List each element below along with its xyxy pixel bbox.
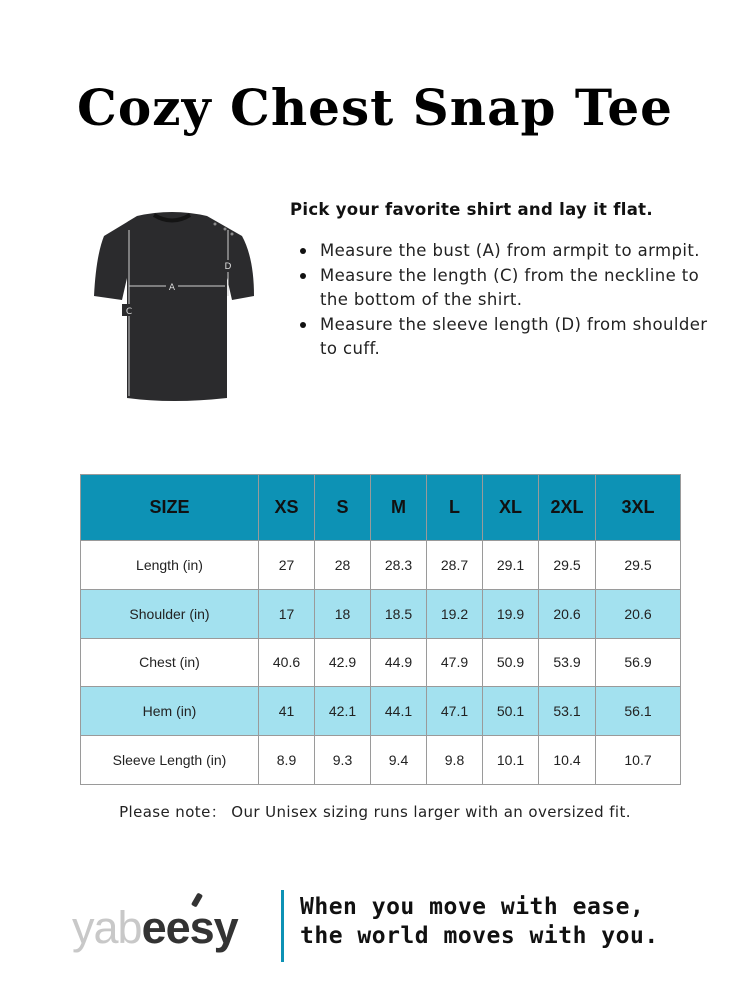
snap-icon — [214, 223, 217, 226]
logo-part-light: yab — [72, 902, 142, 953]
snap-icon — [231, 233, 234, 236]
table-cell: 27 — [259, 541, 315, 590]
brand-logo — [72, 893, 262, 959]
bullet-icon — [300, 273, 306, 279]
table-cell: 17 — [259, 589, 315, 638]
table-cell: 10.4 — [539, 736, 596, 785]
table-cell: 50.1 — [483, 687, 539, 736]
label-d: D — [224, 262, 232, 272]
table-cell: 44.1 — [371, 687, 427, 736]
table-row — [81, 687, 681, 736]
footer-divider — [281, 890, 284, 962]
brand-slogan — [300, 893, 720, 951]
list-item — [290, 313, 710, 362]
table-cell: 56.9 — [596, 638, 681, 687]
column-header: M — [371, 475, 427, 541]
logo-part-dark: eesy — [141, 902, 238, 953]
list-item-text: Measure the bust (A) from armpit to armpit. — [320, 241, 700, 260]
table-cell: 53.1 — [539, 687, 596, 736]
list-item — [290, 264, 710, 313]
shirt-measurement-diagram — [82, 188, 262, 428]
label-c: C — [125, 307, 133, 317]
table-cell: 29.5 — [539, 541, 596, 590]
list-item — [290, 239, 710, 264]
table-cell: 9.4 — [371, 736, 427, 785]
table-cell: 47.1 — [427, 687, 483, 736]
column-header: L — [427, 475, 483, 541]
slogan-line: When you move with ease, — [300, 894, 645, 920]
shirt-image — [82, 188, 262, 428]
table-cell: 53.9 — [539, 638, 596, 687]
bullet-icon — [300, 322, 306, 328]
table-cell: 9.3 — [315, 736, 371, 785]
row-label: Shoulder (in) — [81, 589, 259, 638]
table-cell: 19.9 — [483, 589, 539, 638]
column-header: S — [315, 475, 371, 541]
measuring-instructions — [290, 200, 710, 362]
table-cell: 18.5 — [371, 589, 427, 638]
table-cell: 8.9 — [259, 736, 315, 785]
table-cell: 28 — [315, 541, 371, 590]
table-cell: 18 — [315, 589, 371, 638]
table-cell: 28.7 — [427, 541, 483, 590]
table-cell: 20.6 — [596, 589, 681, 638]
shirt-body — [94, 212, 254, 401]
table-row — [81, 638, 681, 687]
table-cell: 41 — [259, 687, 315, 736]
table-row — [81, 541, 681, 590]
slogan-line: the world moves with you. — [300, 923, 659, 949]
table-cell: 42.1 — [315, 687, 371, 736]
table-header-row — [81, 475, 681, 541]
instructions-list — [290, 239, 710, 362]
size-chart-table — [80, 474, 681, 785]
table-cell: 29.1 — [483, 541, 539, 590]
row-label: Length (in) — [81, 541, 259, 590]
instructions-heading: Pick your favorite shirt and lay it flat. — [290, 200, 653, 219]
table-cell: 28.3 — [371, 541, 427, 590]
column-header: XS — [259, 475, 315, 541]
snap-icon — [224, 228, 227, 231]
row-label: Sleeve Length (in) — [81, 736, 259, 785]
table-cell: 40.6 — [259, 638, 315, 687]
table-cell: 9.8 — [427, 736, 483, 785]
row-label: Chest (in) — [81, 638, 259, 687]
table-cell: 20.6 — [539, 589, 596, 638]
logo-wordmark — [72, 903, 238, 953]
table-cell: 10.1 — [483, 736, 539, 785]
list-item-text: Measure the sleeve length (D) from shoulder to cuff. — [320, 314, 708, 358]
page-title: Cozy Chest Snap Tee — [77, 78, 673, 137]
table-cell: 50.9 — [483, 638, 539, 687]
table-cell: 19.2 — [427, 589, 483, 638]
table-cell: 56.1 — [596, 687, 681, 736]
list-item-text: Measure the length (C) from the neckline to the bottom of the shirt. — [320, 265, 700, 309]
table-row — [81, 589, 681, 638]
column-header: XL — [483, 475, 539, 541]
bullet-icon — [300, 248, 306, 254]
label-a: A — [168, 283, 176, 293]
column-header: 2XL — [539, 475, 596, 541]
column-header: SIZE — [81, 475, 259, 541]
table-cell: 10.7 — [596, 736, 681, 785]
sizing-note: Please note： Our Unisex sizing runs larger with an oversized fit. — [119, 803, 631, 821]
row-label: Hem (in) — [81, 687, 259, 736]
table-cell: 47.9 — [427, 638, 483, 687]
table-row — [81, 736, 681, 785]
table-cell: 44.9 — [371, 638, 427, 687]
column-header: 3XL — [596, 475, 681, 541]
table-cell: 29.5 — [596, 541, 681, 590]
table-cell: 42.9 — [315, 638, 371, 687]
